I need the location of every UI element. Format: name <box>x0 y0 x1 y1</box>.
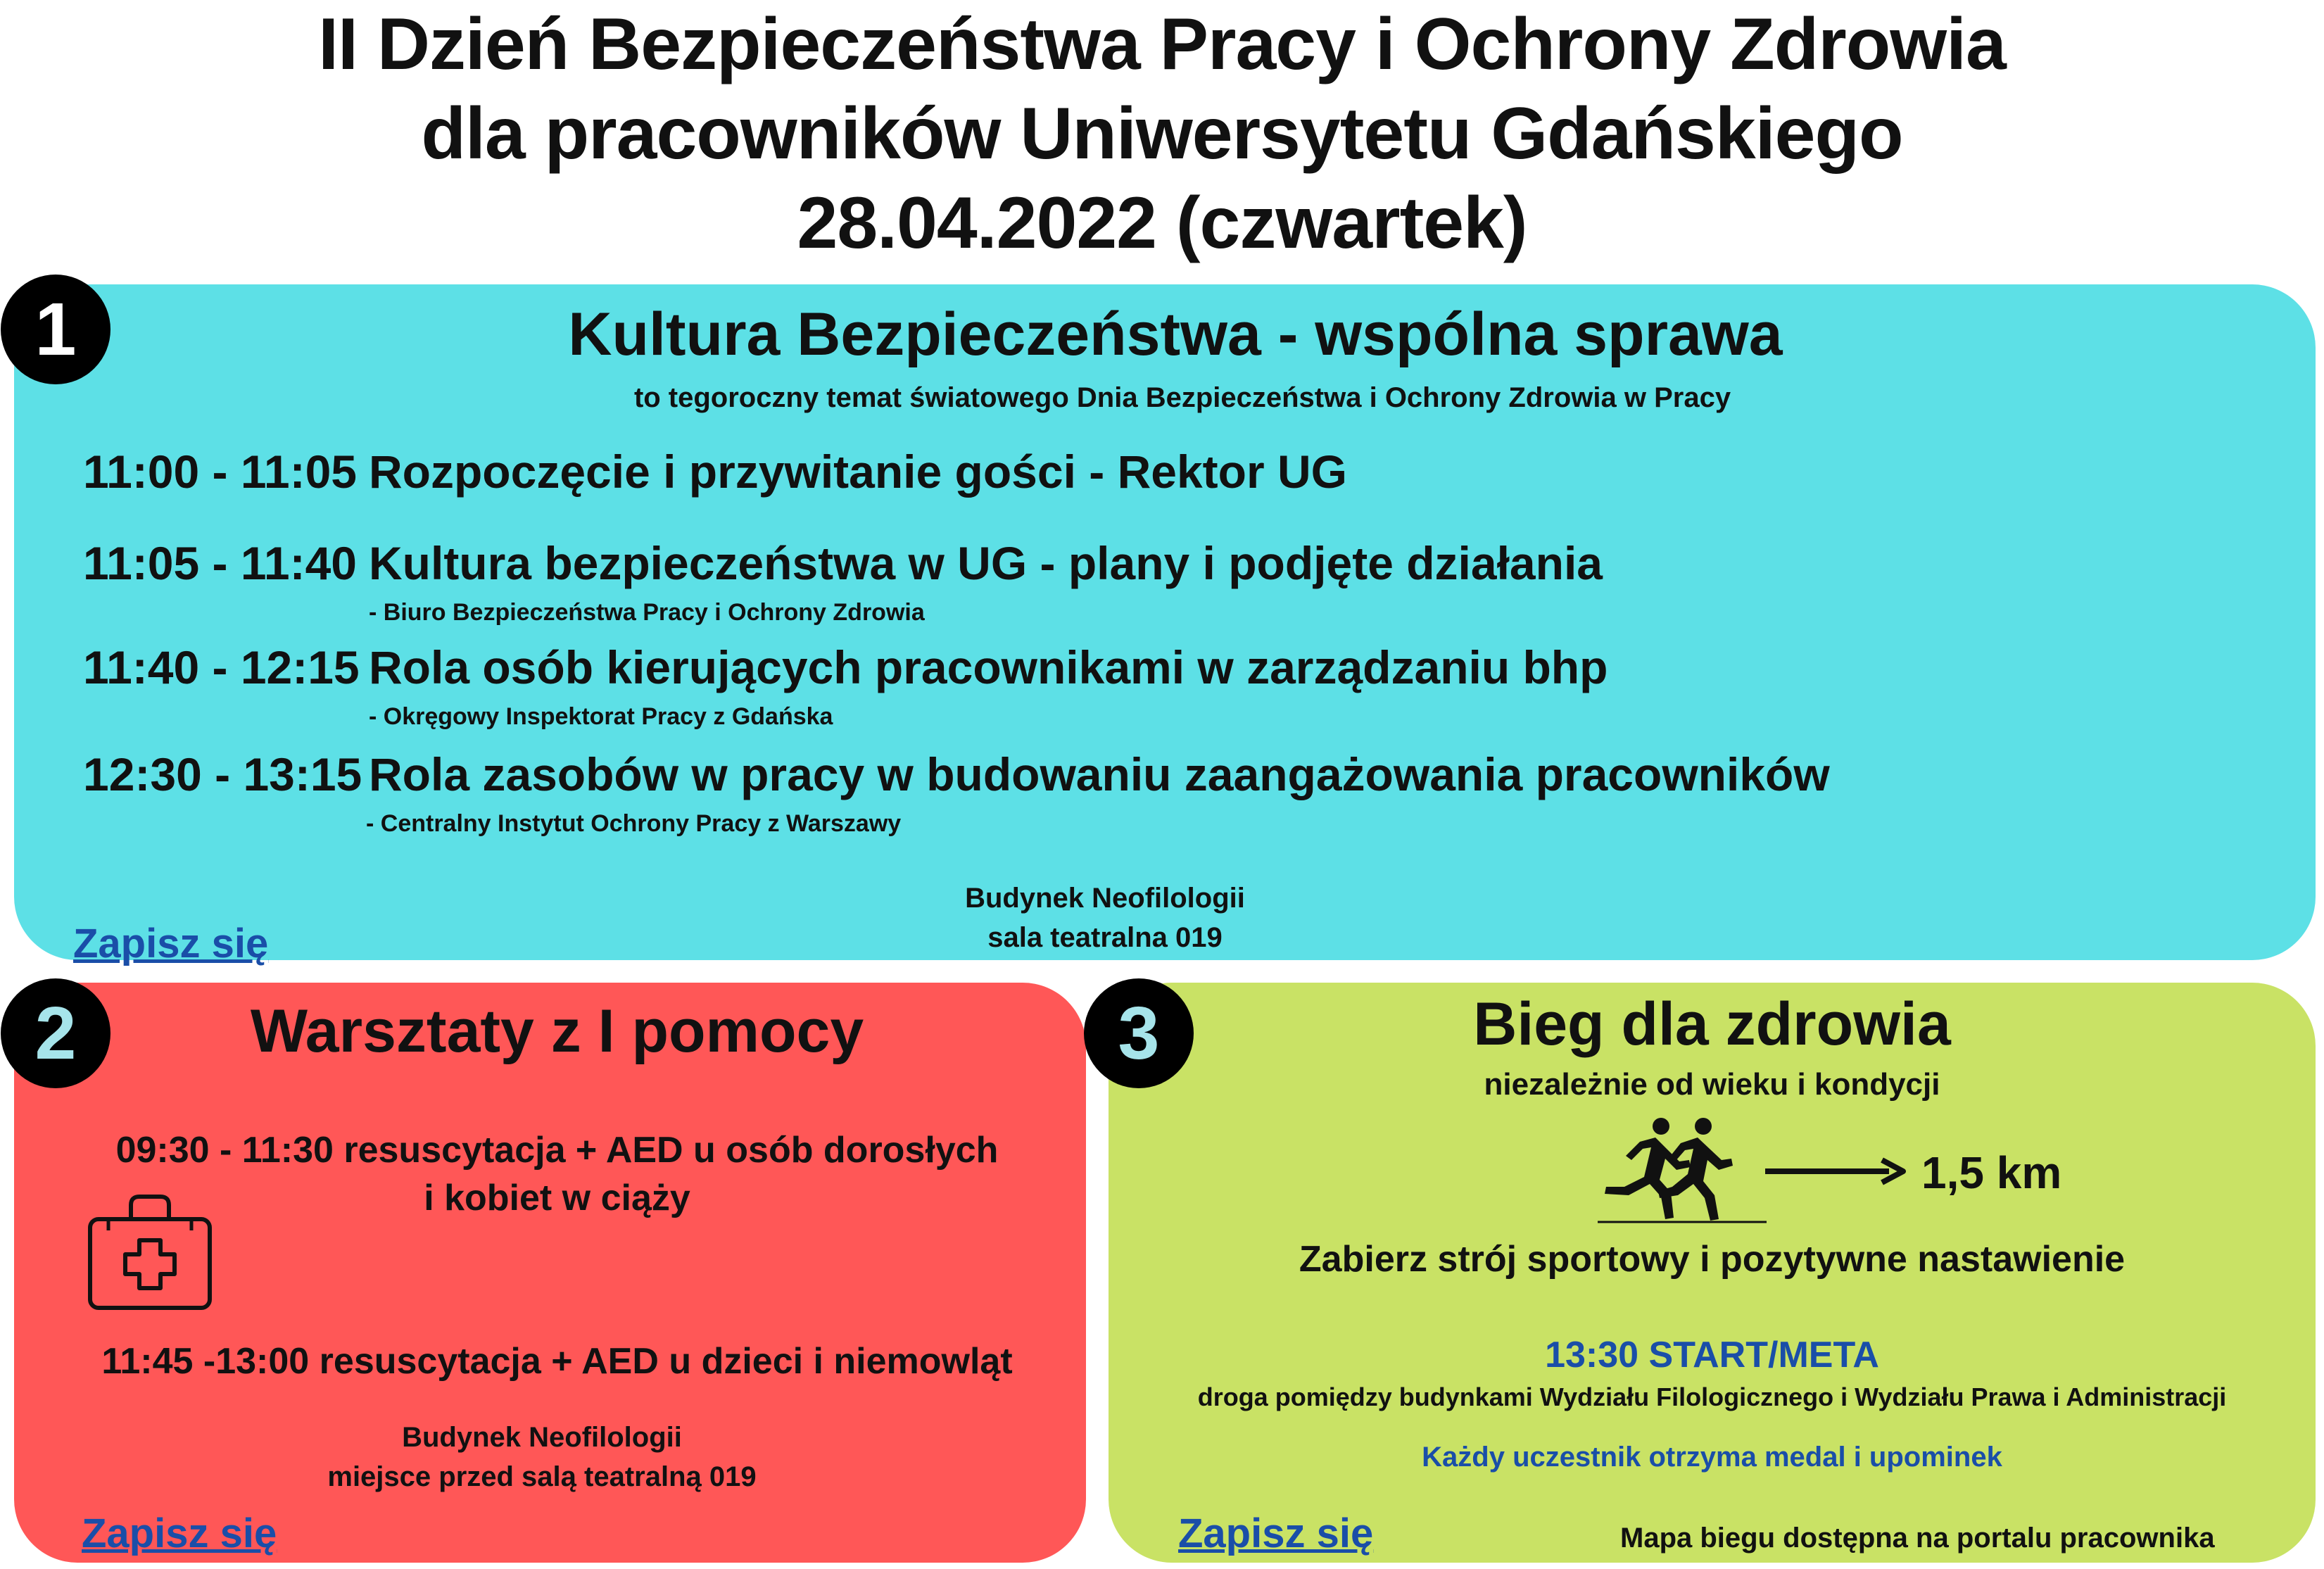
location-room: sala teatralna 019 <box>987 922 1223 953</box>
arrow-right-icon <box>1765 1157 1906 1185</box>
agenda-item <box>83 638 1608 697</box>
section-1-title: Kultura Bezpieczeństwa - wspólna sprawa <box>568 301 1783 368</box>
session-1-line-1: 09:30 - 11:30 resuscytacja + AED u osób dorosłych <box>115 1130 999 1171</box>
title-line-2: dla pracowników Uniwersytetu Gdańskiego <box>421 93 1903 175</box>
run-bring-note: Zabierz strój sportowy i pozytywne nastawienie <box>1299 1239 2126 1280</box>
agenda-item <box>83 745 1830 804</box>
run-map-note: Mapa biegu dostępna na portalu pracownika <box>1620 1523 2215 1554</box>
agenda-title: Rola osób kierujących pracownikami w zarządzaniu bhp <box>369 641 1608 693</box>
agenda-time: 11:00 - 11:05 <box>83 446 357 498</box>
run-prize: Każdy uczestnik otrzyma medal i upominek <box>1422 1442 2002 1473</box>
section-1-subtitle: to tegoroczny temat światowego Dnia Bezpieczeństwa i Ochrony Zdrowia w Pracy <box>633 382 1731 413</box>
section-1-badge: 1 <box>1 275 110 384</box>
agenda-time: 11:05 - 11:40 <box>83 537 357 589</box>
runners-icon <box>1598 1114 1767 1226</box>
agenda-title: Kultura bezpieczeństwa w UG - plany i podjęte działania <box>369 537 1603 589</box>
session-1-line-2: i kobiet w ciąży <box>424 1178 690 1218</box>
section-3-subtitle: niezależnie od wieku i kondycji <box>1484 1067 1940 1102</box>
agenda-speaker: - Okręgowy Inspektorat Pracy z Gdańska <box>369 703 833 730</box>
section-2-signup-link[interactable]: Zapisz się <box>82 1511 277 1556</box>
section-3-badge: 3 <box>1084 978 1194 1088</box>
run-start-time: 13:30 START/META <box>1545 1335 1879 1375</box>
location-building: Budynek Neofilologii <box>402 1422 682 1453</box>
run-distance: 1,5 km <box>1921 1147 2062 1198</box>
workshop-session-2: 11:45 -13:00 resuscytacja + AED u dzieci i niemowląt <box>101 1341 1013 1382</box>
agenda-title: Rola zasobów w pracy w budowaniu zaangażowania pracowników <box>369 748 1830 800</box>
first-aid-kit-icon <box>87 1191 213 1311</box>
section-2-title: Warsztaty z I pomocy <box>250 997 864 1065</box>
agenda-title: Rozpoczęcie i przywitanie gości - Rektor UG <box>369 446 1347 498</box>
location-place: miejsce przed salą teatralną 019 <box>327 1461 757 1492</box>
section-2-location <box>260 1418 823 1496</box>
run-route: droga pomiędzy budynkami Wydziału Filologicznego i Wydziału Prawa i Administracji <box>1197 1382 2227 1411</box>
section-3-title: Bieg dla zdrowia <box>1473 990 1951 1058</box>
section-1-signup-link[interactable]: Zapisz się <box>73 921 269 966</box>
title-date: 28.04.2022 (czwartek) <box>797 182 1527 264</box>
page-title <box>0 0 2324 268</box>
agenda-speaker: - Biuro Bezpieczeństwa Pracy i Ochrony Zdrowia <box>369 599 925 626</box>
section-3-signup-link[interactable]: Zapisz się <box>1178 1511 1374 1556</box>
section-1-location <box>894 878 1316 957</box>
location-building: Budynek Neofilologii <box>965 883 1245 914</box>
title-line-1: II Dzień Bezpieczeństwa Pracy i Ochrony Zdrowia <box>318 4 2006 85</box>
agenda-item <box>83 534 1603 593</box>
agenda-time: 11:40 - 12:15 <box>83 641 360 693</box>
section-2-badge: 2 <box>1 978 110 1088</box>
agenda-item <box>83 442 1347 501</box>
agenda-speaker: - Centralny Instytut Ochrony Pracy z Warszawy <box>366 810 902 837</box>
agenda-time: 12:30 - 13:15 <box>83 748 362 800</box>
